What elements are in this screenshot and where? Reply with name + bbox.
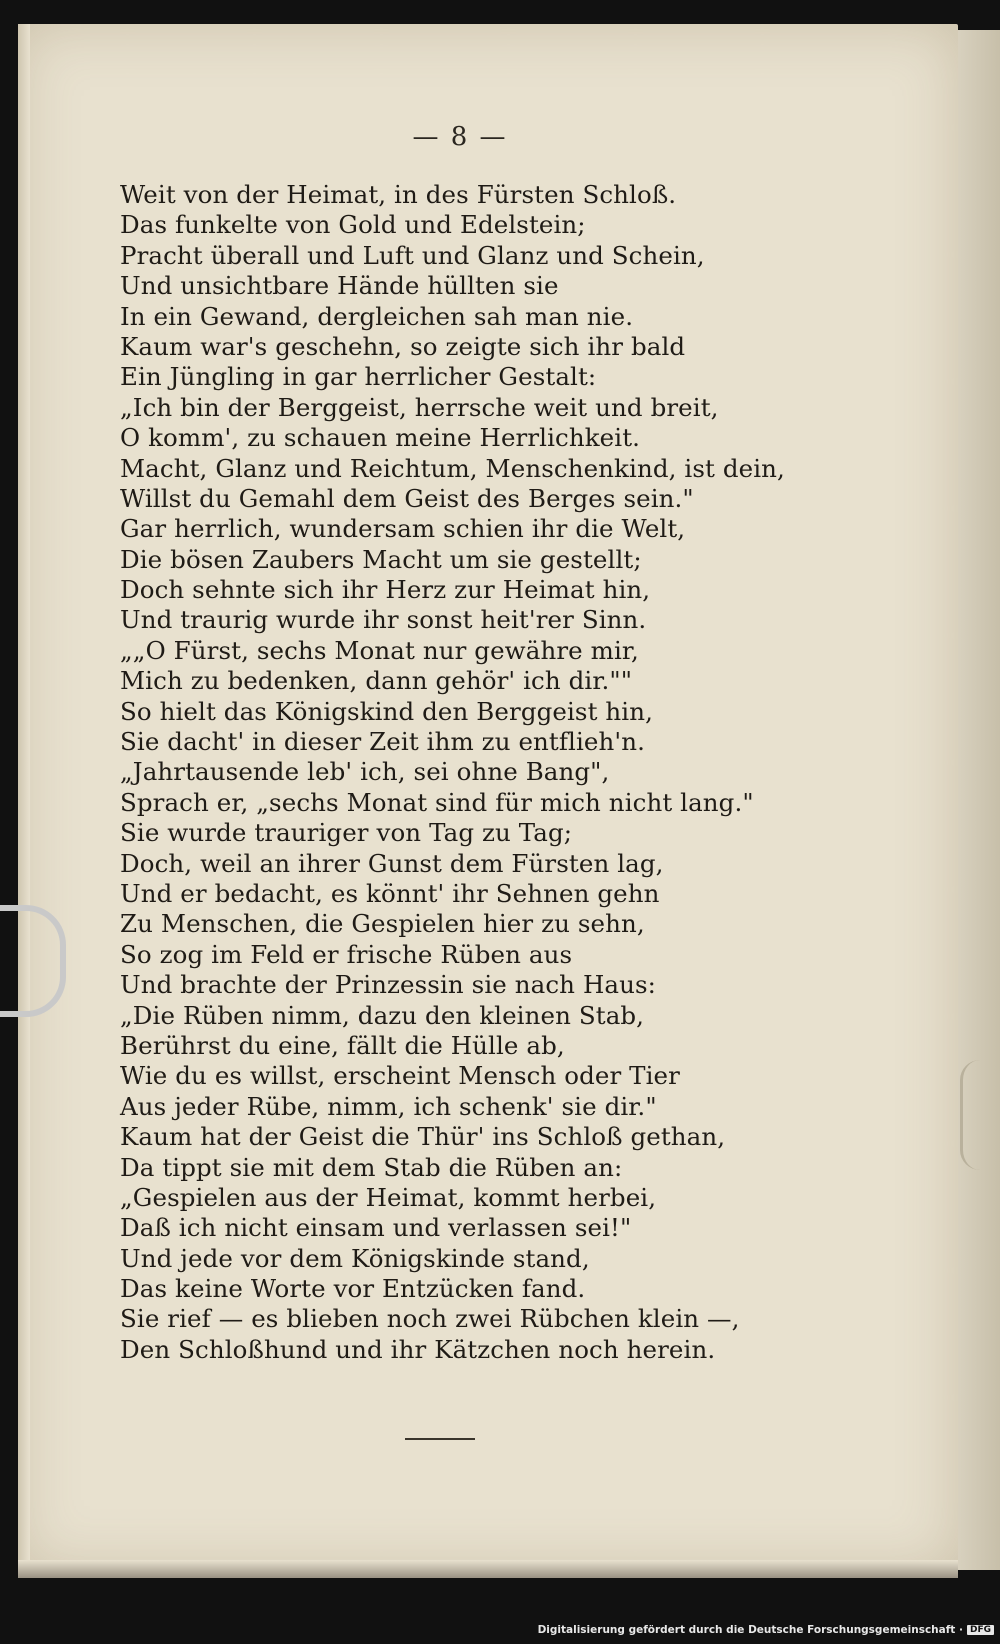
poem-line: Sie rief — es blieben noch zwei Rübchen klein —,	[120, 1304, 740, 1334]
binding-thread-icon	[960, 1060, 993, 1170]
dfg-logo-icon: DFG	[967, 1625, 994, 1635]
poem-line: Doch, weil an ihrer Gunst dem Fürsten lag,	[120, 848, 664, 878]
page-bottom-edge	[18, 1560, 958, 1578]
poem-line: Da tippt sie mit dem Stab die Rüben an:	[120, 1152, 623, 1182]
poem-line: Das funkelte von Gold und Edelstein;	[120, 210, 586, 240]
poem-line: Mich zu bedenken, dann gehör' ich dir.""	[120, 666, 633, 696]
poem-line: „Die Rüben nimm, dazu den kleinen Stab,	[120, 1000, 645, 1030]
poem-line: Berührst du eine, fällt die Hülle ab,	[120, 1030, 565, 1060]
clip-icon	[0, 905, 66, 1017]
poem-line: Willst du Gemahl dem Geist des Berges sein."	[120, 483, 694, 513]
poem-line: Und brachte der Prinzessin sie nach Haus:	[120, 970, 657, 1000]
poem-line: Und er bedacht, es könnt' ihr Sehnen gehn	[120, 878, 660, 908]
poem-line: Wie du es willst, erscheint Mensch oder Tier	[120, 1061, 680, 1091]
footer-text: Digitalisierung gefördert durch die Deutsche Forschungsgemeinschaft ·	[537, 1624, 963, 1636]
poem-line: Zu Menschen, die Gespielen hier zu sehn,	[120, 909, 645, 939]
poem-line: „Gespielen aus der Heimat, kommt herbei,	[120, 1182, 657, 1212]
poem-line: „Jahrtausende leb' ich, sei ohne Bang",	[120, 757, 610, 787]
next-page-edge	[955, 30, 1000, 1570]
poem-line: Aus jeder Rübe, nimm, ich schenk' sie dir."	[120, 1091, 657, 1121]
poem-line: O komm', zu schauen meine Herrlichkeit.	[120, 423, 641, 453]
poem-line: Weit von der Heimat, in des Fürsten Schloß.	[120, 180, 677, 209]
poem-line: Pracht überall und Luft und Glanz und Schein,	[120, 240, 705, 270]
poem-line: Das keine Worte vor Entzücken fand.	[120, 1274, 586, 1304]
digitization-footer	[538, 1624, 994, 1636]
page-number: — 8 —	[412, 122, 508, 152]
poem-line: Die bösen Zaubers Macht um sie gestellt;	[120, 544, 642, 574]
poem-line: Gar herrlich, wundersam schien ihr die Welt,	[120, 514, 686, 544]
poem-line: So zog im Feld er frische Rüben aus	[120, 939, 573, 969]
end-rule	[405, 1438, 475, 1440]
page-gutter-shadow	[18, 24, 30, 1572]
poem-line: Sie dacht' in dieser Zeit ihm zu entflieh'n.	[120, 727, 646, 757]
poem-line: Und unsichtbare Hände hüllten sie	[120, 271, 559, 301]
poem-line: So hielt das Königskind den Berggeist hin,	[120, 696, 654, 726]
poem-line: Doch sehnte sich ihr Herz zur Heimat hin,	[120, 575, 651, 605]
poem-line: „Ich bin der Berggeist, herrsche weit und breit,	[120, 392, 719, 422]
poem-line: Ein Jüngling in gar herrlicher Gestalt:	[120, 362, 597, 392]
poem-line: Kaum war's geschehn, so zeigte sich ihr bald	[120, 331, 686, 361]
poem-line: Daß ich nicht einsam und verlassen sei!"	[120, 1213, 632, 1243]
poem-line: Und traurig wurde ihr sonst heit'rer Sinn.	[120, 605, 647, 635]
poem-line: „„O Fürst, sechs Monat nur gewähre mir,	[120, 635, 639, 665]
poem-line: Sie wurde trauriger von Tag zu Tag;	[120, 818, 573, 848]
poem-line: Sprach er, „sechs Monat sind für mich nicht lang."	[120, 787, 754, 817]
poem-text	[120, 180, 810, 1365]
poem-line: Kaum hat der Geist die Thür' ins Schloß gethan,	[120, 1122, 726, 1152]
poem-line: Macht, Glanz und Reichtum, Menschenkind, ist dein,	[120, 453, 785, 483]
poem-line: Und jede vor dem Königskinde stand,	[120, 1243, 590, 1273]
poem-line: In ein Gewand, dergleichen sah man nie.	[120, 301, 634, 331]
poem-line: Den Schloßhund und ihr Kätzchen noch herein.	[120, 1334, 716, 1364]
